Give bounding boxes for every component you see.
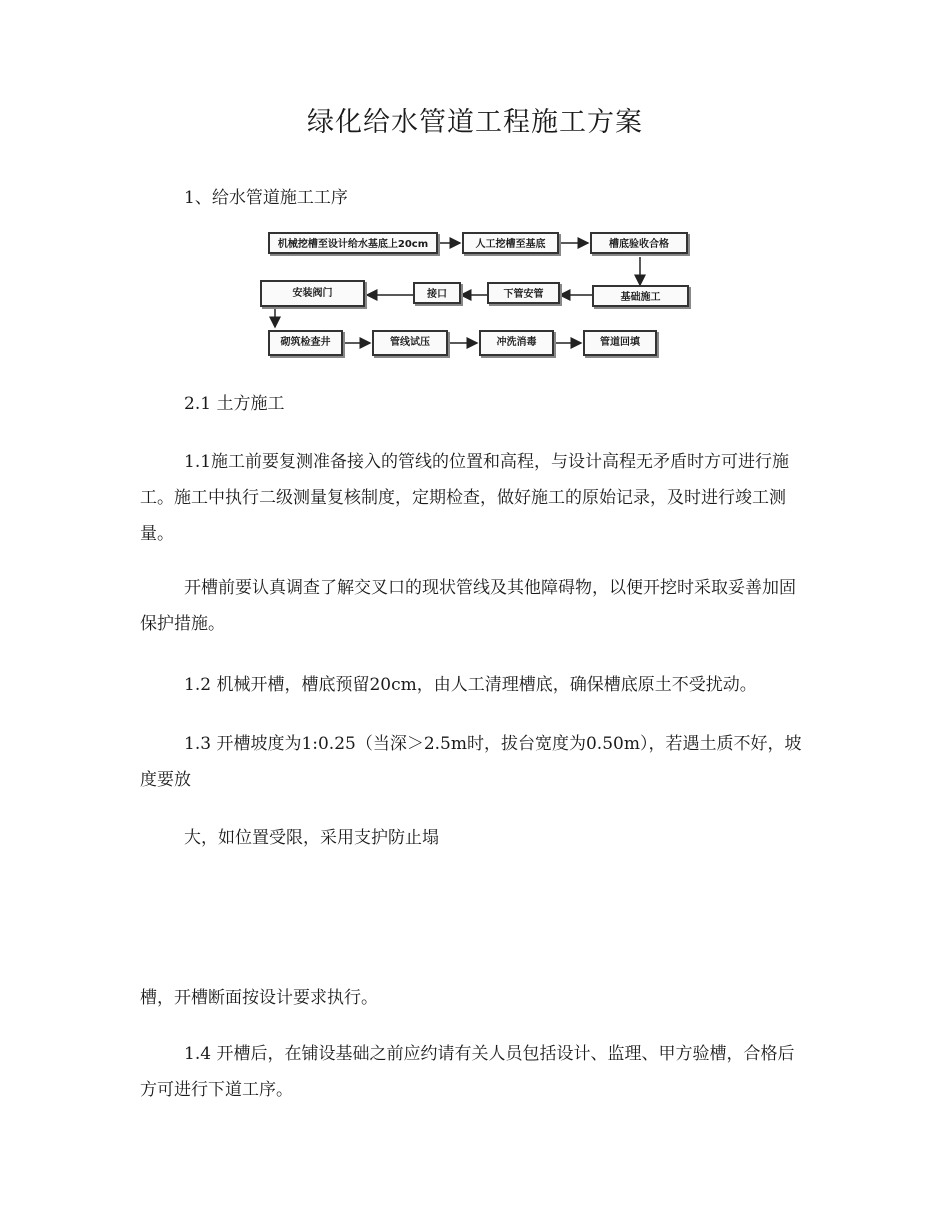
- flow-step-joint: 接口: [413, 282, 461, 304]
- paragraph-1-3: 1.3 开槽坡度为1:0.25（当深＞2.5m时，拔台宽度为0.50m），若遇土质不好，坡度要放: [140, 734, 802, 790]
- flow-step-mechanical-excavation: 机械挖槽至设计给水基底上20cm: [268, 232, 438, 254]
- flow-step-valve-install: 安装阀门: [260, 280, 365, 307]
- flow-step-pressure-test: 管线试压: [372, 330, 448, 356]
- paragraph-1-4: 1.4 开槽后，在铺设基础之前应约请有关人员包括设计、监理、甲方验槽，合格后方可进行下道工序。: [140, 1044, 795, 1100]
- section-heading-earthwork: 2.1 土方施工: [184, 394, 285, 414]
- paragraph-1-2: 1.2 机械开槽，槽底预留20cm，由人工清理槽底，确保槽底原土不受扰动。: [184, 675, 757, 695]
- flow-step-pipe-laying: 下管安管: [487, 282, 560, 304]
- section-heading-process: 1、给水管道施工工序: [184, 188, 348, 208]
- paragraph-1-3-end: 槽，开槽断面按设计要求执行。: [140, 988, 378, 1008]
- document-title: 绿化给水管道工程施工方案: [307, 107, 643, 138]
- flow-step-foundation: 基础施工: [592, 285, 689, 307]
- paragraph-trench-survey: 开槽前要认真调查了解交叉口的现状管线及其他障碍物，以便开挖时采取妥善加固保护措施。: [140, 578, 796, 634]
- flow-step-manual-excavation: 人工挖槽至基底: [462, 232, 559, 254]
- flow-step-trench-inspection: 槽底验收合格: [590, 232, 688, 254]
- flow-step-flush-disinfect: 冲洗消毒: [479, 330, 554, 356]
- paragraph-1-1: 1.1施工前要复测准备接入的管线的位置和高程，与设计高程无矛盾时方可进行施工。施工中执行二级测量复核制度，定期检查，做好施工的原始记录，及时进行竣工测量。: [140, 452, 790, 544]
- paragraph-1-3-cont: 大，如位置受限，采用支护防止塌: [184, 828, 439, 848]
- flow-step-manhole: 砌筑检查井: [268, 330, 343, 356]
- process-flowchart: [255, 222, 700, 367]
- flow-step-backfill: 管道回填: [583, 330, 657, 356]
